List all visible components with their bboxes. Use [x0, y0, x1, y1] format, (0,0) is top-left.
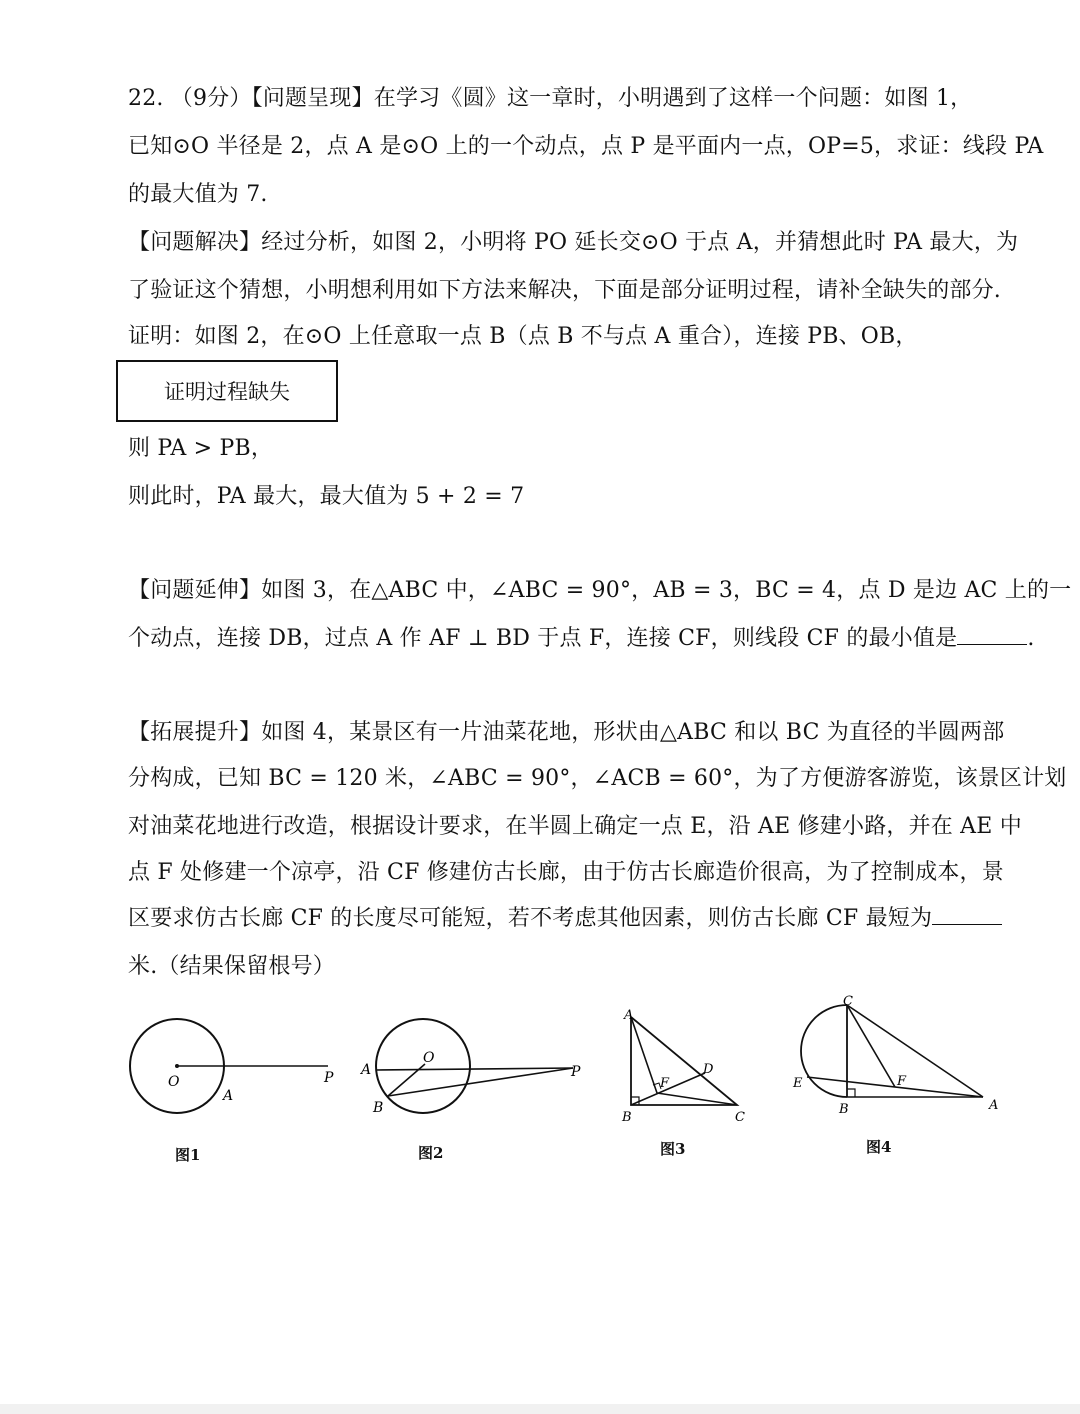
fig3-label-d: D: [703, 1062, 714, 1077]
fig2-label-o: O: [423, 1050, 435, 1066]
solution-line-2: 了验证这个猜想，小明想利用如下方法来解决，下面是部分证明过程，请补全缺失的部分.: [128, 278, 1001, 303]
problem-line-2: 已知⊙O 半径是 2，点 A 是⊙O 上的一个动点，点 P 是平面内一点，OP=5，求证：线段 PA: [128, 134, 1044, 159]
extension-line-2-end: .: [1027, 626, 1035, 651]
figure-2: [355, 1010, 595, 1140]
fig3-label-a: A: [624, 1008, 634, 1023]
proof-start-line: 证明：如图 2，在⊙O 上任意取一点 B（点 B 不与点 A 重合），连接 PB、OB，: [128, 324, 918, 349]
figure-4-caption: 图4: [866, 1138, 892, 1156]
expansion-line-3: 对油菜花地进行改造，根据设计要求，在半圆上确定一点 E，沿 AE 修建小路，并在 AE 中: [128, 814, 1022, 839]
fig1-label-o: O: [168, 1074, 180, 1090]
missing-proof-box: [116, 360, 338, 422]
figure-1: [120, 1010, 350, 1140]
fig4-label-c: C: [843, 995, 853, 1009]
fig2-label-p: P: [571, 1064, 581, 1080]
expansion-line-5-text: 区要求仿古长廊 CF 的长度尽可能短，若不考虑其他因素，则仿古长廊 CF 最短为: [128, 906, 933, 931]
fig1-label-p: P: [324, 1070, 334, 1086]
figure-3: [615, 1005, 765, 1135]
problem-line-3: 的最大值为 7.: [128, 182, 268, 207]
expansion-line-5: [128, 904, 1002, 934]
figure-1-caption: 图1: [175, 1146, 201, 1164]
answer-blank[interactable]: [957, 624, 1027, 645]
fig4-label-b: B: [839, 1102, 849, 1117]
fig2-label-a: A: [361, 1062, 372, 1078]
extension-line-2: [128, 624, 1035, 654]
fig3-label-b: B: [622, 1110, 632, 1125]
fig3-label-f: F: [660, 1076, 670, 1091]
problem-line-1: 22. （9分）【问题呈现】在学习《圆》这一章时，小明遇到了这样一个问题：如图 1，: [128, 86, 973, 111]
solution-line-1: 【问题解决】经过分析，如图 2，小明将 PO 延长交⊙O 于点 A，并猜想此时 PA 最大，为: [128, 230, 1019, 255]
extension-line-1: 【问题延伸】如图 3，在△ABC 中，∠ABC = 90°，AB = 3，BC = 4，点 D 是边 AC 上的一: [128, 578, 1072, 603]
figure-3-caption: 图3: [660, 1140, 686, 1158]
expansion-line-4: 点 F 处修建一个凉亭，沿 CF 修建仿古长廊，由于仿古长廊造价很高，为了控制成本，景: [128, 860, 1004, 885]
extension-line-2-text: 个动点，连接 DB，过点 A 作 AF ⊥ BD 于点 F，连接 CF，则线段 CF 的最小值是: [128, 626, 958, 651]
fig4-label-e: E: [793, 1076, 803, 1091]
figure-4: [785, 995, 1010, 1130]
conclusion-line-2: 则此时，PA 最大，最大值为 5 + 2 = 7: [128, 484, 525, 509]
answer-blank-2[interactable]: [932, 904, 1002, 925]
fig2-label-b: B: [373, 1100, 384, 1116]
expansion-line-2: 分构成，已知 BC = 120 米，∠ABC = 90°，∠ACB = 60°，为了方便游客游览，该景区计划: [128, 766, 1067, 791]
fig1-label-a: A: [223, 1088, 234, 1104]
fig4-label-a: A: [989, 1098, 999, 1113]
fig4-label-f: F: [897, 1074, 907, 1089]
figure-2-caption: 图2: [418, 1144, 444, 1162]
missing-proof-label: 证明过程缺失: [164, 380, 290, 404]
fig3-label-c: C: [735, 1110, 745, 1125]
expansion-line-6: 米.（结果保留根号）: [128, 954, 335, 979]
conclusion-line-1: 则 PA > PB，: [128, 436, 274, 461]
expansion-line-1: 【拓展提升】如图 4，某景区有一片油菜花地，形状由△ABC 和以 BC 为直径的半圆两部: [128, 720, 1005, 745]
page-bottom-edge: [0, 1404, 1080, 1414]
